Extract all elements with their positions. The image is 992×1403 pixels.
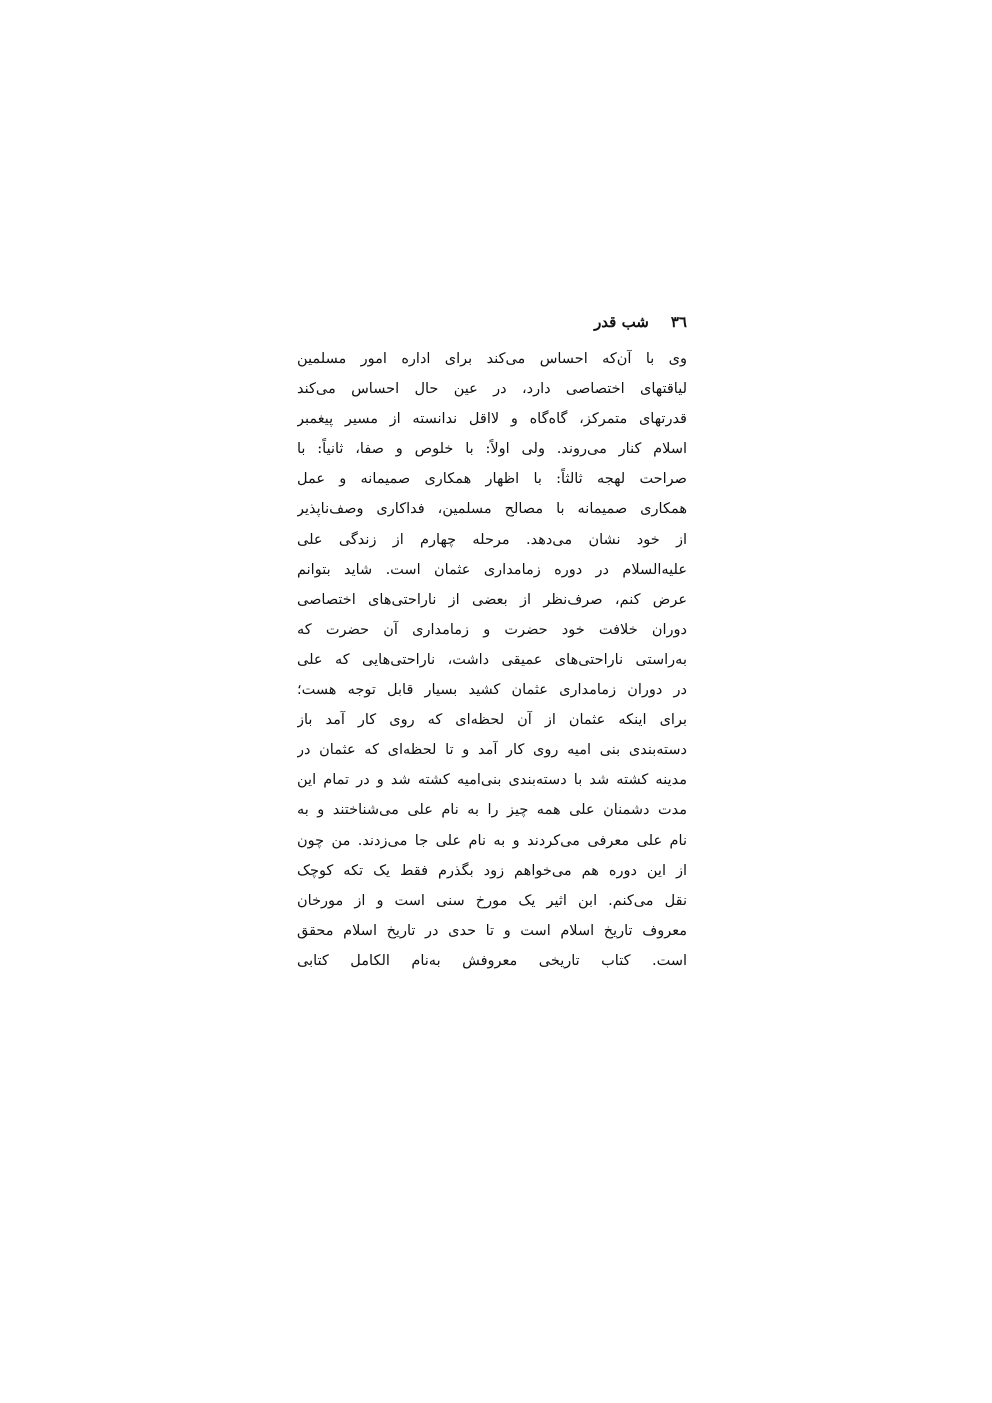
- text-line: وی با آن‌که احساس می‌کند برای اداره امور مسلمین: [297, 351, 687, 367]
- text-line: دسته‌بندی بنی امیه روی کار آمد و تا لحظه‌ای که عثمان در: [297, 742, 687, 759]
- text-line: اسلام کنار می‌روند. ولی اولاً: با خلوص و صفا، ثانیاً: با: [297, 441, 687, 458]
- text-line: به‌راستی ناراحتی‌های عمیقی داشت، ناراحتی‌هایی که علی: [297, 651, 687, 668]
- running-title: شب قدر: [594, 313, 649, 331]
- body-text: [297, 344, 687, 976]
- page-header: [297, 313, 687, 331]
- text-line: است. کتاب تاریخی معروفش به‌نام الکامل کتابی: [297, 952, 687, 969]
- page-number: ٣٦: [670, 313, 687, 331]
- text-line: عرض کنم، صرف‌نظر از بعضی از ناراحتی‌های اختصاصی: [297, 591, 687, 608]
- text-line: از این دوره هم می‌خواهم زود بگذرم فقط یک تکه کوچک: [297, 862, 687, 879]
- text-line: علیه‌السلام در دوره زمامداری عثمان است. شاید بتوانم: [297, 561, 687, 578]
- text-line: مدینه کشته شد با دسته‌بندی بنی‌امیه کشته شد و در تمام این: [297, 772, 687, 789]
- text-line: همکاری صمیمانه با مصالح مسلمین، فداکاری وصف‌ناپذیر: [297, 501, 687, 518]
- text-line: نام علی معرفی می‌کردند و به نام علی جا می‌زدند. من چون: [297, 832, 687, 849]
- text-line: قدرتهای متمرکز، گاه‌گاه و لااقل ندانسته از مسیر پیغمبر: [297, 411, 687, 428]
- text-line: برای اینکه عثمان از آن لحظه‌ای که روی کار آمد باز: [297, 712, 687, 729]
- text-line: مدت دشمنان علی همه چیز را به نام علی می‌شناختند و به: [297, 802, 687, 819]
- text-line: لیاقتهای اختصاصی دارد، در عین حال احساس می‌کند: [297, 381, 687, 398]
- text-line: دوران خلافت خود حضرت و زمامداری آن حضرت که: [297, 621, 687, 638]
- text-line: صراحت لهجه ثالثاً: با اظهار همکاری صمیمانه و عمل: [297, 471, 687, 488]
- text-line: در دوران زمامداری عثمان کشید بسیار قابل توجه هست؛: [297, 682, 687, 699]
- text-line: از خود نشان می‌دهد. مرحله چهارم از زندگی علی: [297, 531, 687, 548]
- text-line: نقل می‌کنم. ابن اثیر یک مورخ سنی است و از مورخان: [297, 892, 687, 909]
- text-line: معروف تاریخ اسلام است و تا حدی در تاریخ اسلام محقق: [297, 922, 687, 939]
